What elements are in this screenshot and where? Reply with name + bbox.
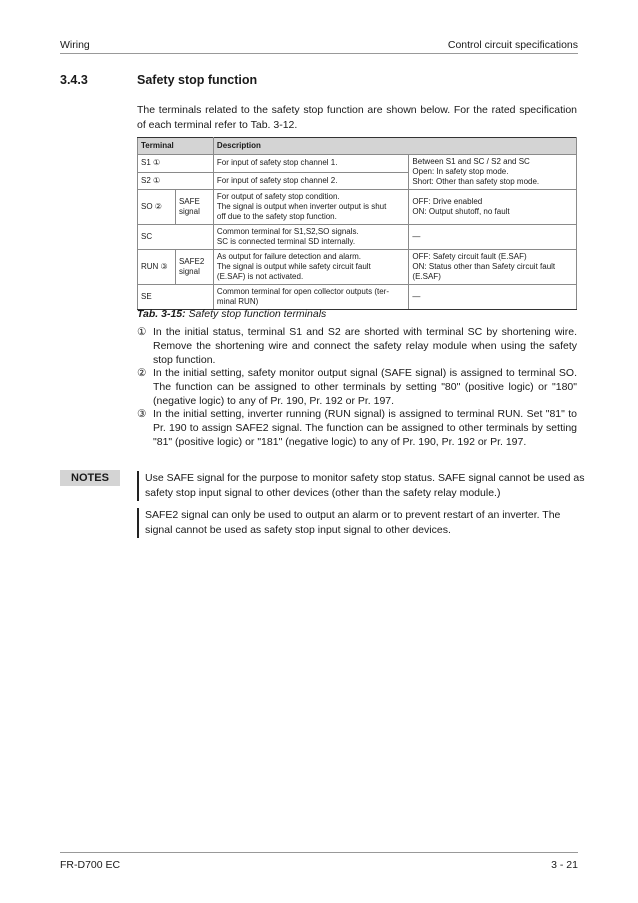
signal-line: SAFE2	[178, 257, 205, 266]
description-cell	[213, 190, 408, 225]
table-row	[138, 250, 577, 285]
description-line: (E.SAF) is not activated.	[216, 272, 304, 281]
description-line: As output for failure detection and alarm.	[216, 252, 362, 261]
terminal-cell: S2 ①	[138, 172, 214, 190]
footer-rule	[60, 852, 578, 853]
section-number: 3.4.3	[60, 73, 88, 87]
description-line: The signal is output while safety circuit fault	[216, 262, 371, 271]
section-title: Safety stop function	[137, 73, 258, 87]
table-caption-text: Safety stop function terminals	[185, 308, 327, 320]
table-row	[138, 190, 577, 225]
state-line: Between S1 and SC / S2 and SC	[412, 157, 530, 166]
table-row	[138, 285, 577, 310]
terminal-cell: SO ②	[138, 190, 176, 225]
header-rule	[60, 53, 578, 54]
table-header-row	[138, 138, 577, 155]
terminal-cell: SC	[138, 225, 214, 250]
state-line: OFF: Safety circuit fault (E.SAF)	[412, 252, 527, 261]
state-cell	[409, 250, 577, 285]
header-chapter: Wiring	[60, 39, 90, 51]
footnote-marker: ③	[137, 408, 147, 420]
description-line: Common terminal for S1,S2,SO signals.	[216, 227, 359, 236]
table-row	[138, 225, 577, 250]
header-topic: Control circuit specifications	[447, 39, 578, 51]
footnote-text: In the initial status, terminal S1 and S2 are shorted with terminal SC by shortening wire. Remove the shortening wire and connect the safety relay module when using the safety stop function.	[153, 326, 577, 366]
terminal-cell: S1 ①	[138, 155, 214, 173]
col-header-terminal: Terminal	[138, 138, 214, 155]
description-line: For output of safety stop condition.	[216, 192, 340, 201]
col-header-description: Description	[213, 138, 576, 155]
state-line: Short: Other than safety stop mode.	[412, 177, 540, 186]
description-line: off due to the safety stop function.	[216, 212, 337, 221]
footnote	[137, 325, 577, 367]
note-item: Use SAFE signal for the purpose to monitor safety stop status. SAFE signal cannot be used as safety stop input signal to other devices (other than the safety relay module.)	[137, 471, 585, 501]
signal-cell	[175, 190, 213, 225]
description-cell	[213, 250, 408, 285]
notes-label: NOTES	[60, 470, 120, 486]
footnote	[137, 407, 577, 449]
signal-line: signal	[178, 207, 200, 216]
table-row	[138, 155, 577, 173]
footnote-text: In the initial setting, safety monitor output signal (SAFE signal) is assigned to terminal SO. The function can be assigned to other terminals by setting "80" (positive logic) or "180" (negative logic) to any of Pr. 190, Pr. 192 or Pr. 197.	[153, 367, 577, 407]
description-cell: For input of safety stop channel 1.	[213, 155, 408, 173]
description-line: The signal is output when inverter output is shut	[216, 202, 387, 211]
note-item: SAFE2 signal can only be used to output an alarm or to prevent restart of an inverter. The signal cannot be used as safety stop input signal to other devices.	[137, 508, 585, 538]
description-line: SC is connected terminal SD internally.	[216, 237, 356, 246]
description-line: minal RUN)	[216, 297, 259, 306]
state-cell	[409, 190, 577, 225]
description-cell	[213, 285, 408, 310]
page-number: 3 - 21	[551, 859, 578, 871]
description-line: Common terminal for open collector outputs (ter-	[216, 287, 389, 296]
table-caption	[137, 308, 326, 320]
signal-line: signal	[178, 267, 200, 276]
footnote-marker: ①	[137, 326, 147, 338]
table-caption-label: Tab. 3-15:	[137, 308, 186, 320]
footnote	[137, 366, 577, 408]
state-cell	[409, 155, 577, 190]
state-line: ON: Status other than Safety circuit fault	[412, 262, 556, 271]
footnote-text: In the initial setting, inverter running (RUN signal) is assigned to terminal RUN. Set "81" to Pr. 190 to assign SAFE2 signal. The function can be assigned to other terminals by setting "81" (positive logic) or "181" (negative logic) to any of Pr. 190, Pr. 192 or Pr. 197.	[153, 408, 577, 448]
signal-cell	[175, 250, 213, 285]
state-cell: —	[409, 285, 577, 310]
signal-line: SAFE	[178, 197, 200, 206]
state-cell: —	[409, 225, 577, 250]
terminals-table	[137, 137, 577, 310]
description-cell	[213, 225, 408, 250]
state-line: OFF: Drive enabled	[412, 197, 483, 206]
terminal-cell: SE	[138, 285, 214, 310]
state-line: (E.SAF)	[412, 272, 441, 281]
description-cell: For input of safety stop channel 2.	[213, 172, 408, 190]
footer-model: FR-D700 EC	[60, 859, 121, 871]
intro-paragraph: The terminals related to the safety stop function are shown below. For the rated specification of each terminal refer to Tab. 3-12.	[137, 104, 577, 131]
state-line: Open: In safety stop mode.	[412, 167, 509, 176]
terminal-cell: RUN ③	[138, 250, 176, 285]
state-line: ON: Output shutoff, no fault	[412, 207, 510, 216]
footnote-marker: ②	[137, 367, 147, 379]
